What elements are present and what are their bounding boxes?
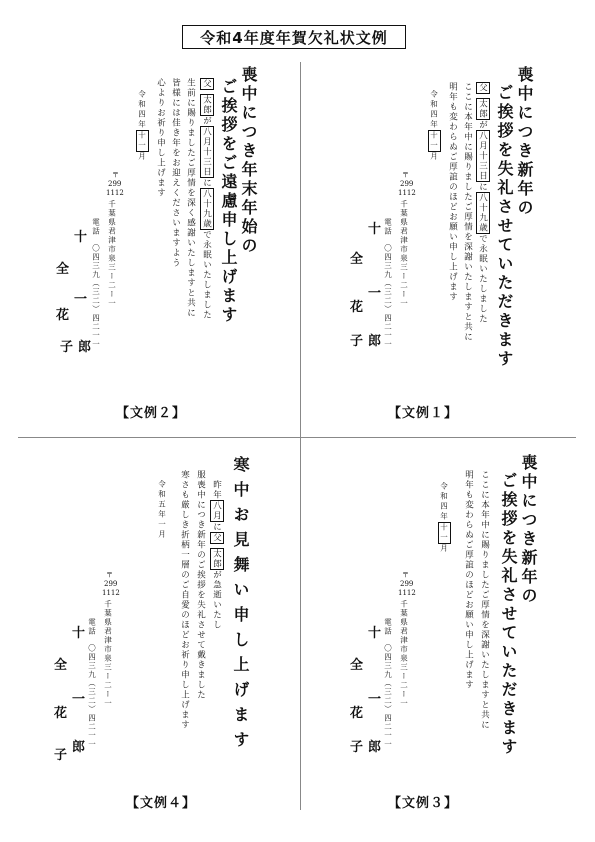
name-char: 子 [350,740,364,755]
age-box: 八十九歳 [477,193,488,234]
postal-code-1: 299 [108,180,122,188]
text-segment: に [201,178,212,189]
address: 千葉県君津市泉三ー二ー一 [103,600,113,708]
example-label-3: 【文例３】 [388,796,459,811]
address: 千葉県君津市泉三ー二ー一 [107,200,117,308]
name-char: 十 [74,230,88,245]
date-line [138,90,146,162]
postal-code-1: 299 [400,180,414,188]
text-segment: で永眠いたしました [477,234,488,325]
name-char: 全 [350,658,364,673]
body-line-1: ここに本年中に賜りましたご厚情を深謝いたしますと共に [479,470,490,730]
relation-box: 父 [477,83,488,93]
heading-line-1: 喪中につき新年の [519,454,538,606]
relation-box: 父 [201,79,212,89]
heading-line-1: 寒中お見舞い申し上げます [231,456,250,756]
name-char: 十 [368,222,382,237]
phone: 電話 〇四三九（三二）四二一一 [87,618,97,749]
body-line-1 [478,82,487,324]
date-year: 令和四年 [137,90,147,130]
sender-block [52,170,132,360]
name-char: 十 [72,626,86,641]
page-title: 令和4年度年賀欠礼状文例 [182,25,406,49]
name-box: 太郎 [477,99,488,120]
postal-mark: 〒 [112,171,119,179]
heading-line-1: 喪中につき新年の [515,66,534,218]
date-box: 八月十三日 [477,131,488,182]
body-line-2: ここに本年中に賜りましたご厚情を深謝いたしますと共に [462,82,473,342]
text-segment: が [477,120,488,131]
name-char: 一 [368,286,382,301]
name-char: 子 [60,340,74,355]
postal-code-2: 1112 [106,189,124,197]
vertical-divider [300,62,301,810]
month-box: 十一 [439,523,449,543]
phone: 電話 〇四三九（三二）四二一一 [91,218,101,349]
example-label-2: 【文例２】 [116,406,187,421]
name-char: 全 [350,252,364,267]
name-char: 子 [54,748,68,763]
address: 千葉県君津市泉三ー二ー一 [399,600,409,708]
name-char: 郎 [368,740,382,755]
text-segment: 昨年 [211,480,222,500]
postal-mark: 〒 [402,571,409,579]
name-char: 一 [368,692,382,707]
heading-line-2: ご挨拶をご遠慮申し上げます [219,78,238,325]
heading-line-1: 喪中につき年末年始の [239,66,258,256]
example-card-1 [308,62,588,437]
relation-box: 父 [211,533,222,543]
date-year: 令和四年 [429,90,439,130]
month-box: 十一 [429,131,439,151]
date-line: 令和五年一月 [157,480,167,540]
date-year: 令和四年 [439,482,449,522]
name-box: 太郎 [201,95,212,116]
body-line-1 [202,78,211,320]
name-char: 郎 [72,740,86,755]
date-month-suffix: 月 [439,544,449,554]
horizontal-divider [18,437,576,438]
date-line [430,90,438,162]
month-box: 八月 [211,501,222,521]
date-month-suffix: 月 [429,152,439,162]
body-line-2: 生前に賜りましたご厚情を深く感謝いたしますと共に [185,78,196,318]
name-char: 花 [56,308,70,323]
name-char: 十 [368,626,382,641]
example-label-4: 【文例４】 [126,796,197,811]
text-segment: に [477,182,488,193]
postal-mark: 〒 [106,571,113,579]
postal-mark: 〒 [402,171,409,179]
text-segment: で永眠いたしました [201,230,212,321]
phone: 電話 〇四三九（三二）四二一一 [383,618,393,749]
name-char: 花 [54,706,68,721]
body-line-2: 服喪中につき新年のご挨拶を失礼させて戴きました [195,470,206,700]
name-char: 郎 [78,340,92,355]
postal-code-2: 1112 [102,589,120,597]
body-line-2: 明年も変わらぬご厚誼のほどお願い申し上げます [463,470,474,690]
example-label-1: 【文例１】 [388,406,459,421]
name-char: 全 [56,262,70,277]
sender-block [338,570,418,760]
address: 千葉県君津市泉三ー二ー一 [399,200,409,308]
postal-code-1: 299 [104,580,118,588]
body-line-3: 寒さも厳しき折柄一層のご自愛のほどお祈り申し上げます [179,470,190,730]
body-line-1 [212,480,221,630]
name-char: 子 [350,334,364,349]
phone: 電話 〇四三九（三二）四二一一 [383,218,393,349]
month-box: 十一 [137,131,147,151]
postal-code-2: 1112 [398,189,416,197]
example-card-2 [18,62,298,437]
body-line-3: 明年も変わらぬご厚誼のほどお願い申し上げます [447,82,458,302]
date-month-suffix: 月 [137,152,147,162]
sender-block [42,570,122,763]
sender-block [338,170,418,360]
name-char: 花 [350,706,364,721]
example-card-4 [18,452,298,827]
postal-code-2: 1112 [398,589,416,597]
date-line [440,482,448,554]
heading-line-2: ご挨拶を失礼させていただきます [495,84,514,369]
name-char: 郎 [368,334,382,349]
name-box: 太郎 [211,549,222,570]
name-char: 一 [74,292,88,307]
body-line-3: 皆様には佳き年をお迎えくださいますよう [170,78,181,268]
name-char: 花 [350,300,364,315]
example-card-3 [308,452,588,827]
postal-code-1: 299 [400,580,414,588]
date-box: 八月十三日 [201,127,212,178]
text-segment: が急逝いたし [211,570,222,631]
text-segment: に [211,522,222,532]
age-box: 八十九歳 [201,189,212,230]
text-segment: が [201,116,212,127]
name-char: 一 [72,692,86,707]
body-line-4: 心よりお祈り申し上げます [155,78,166,198]
heading-line-2: ご挨拶を失礼させていただきます [499,472,518,757]
name-char: 全 [54,658,68,673]
